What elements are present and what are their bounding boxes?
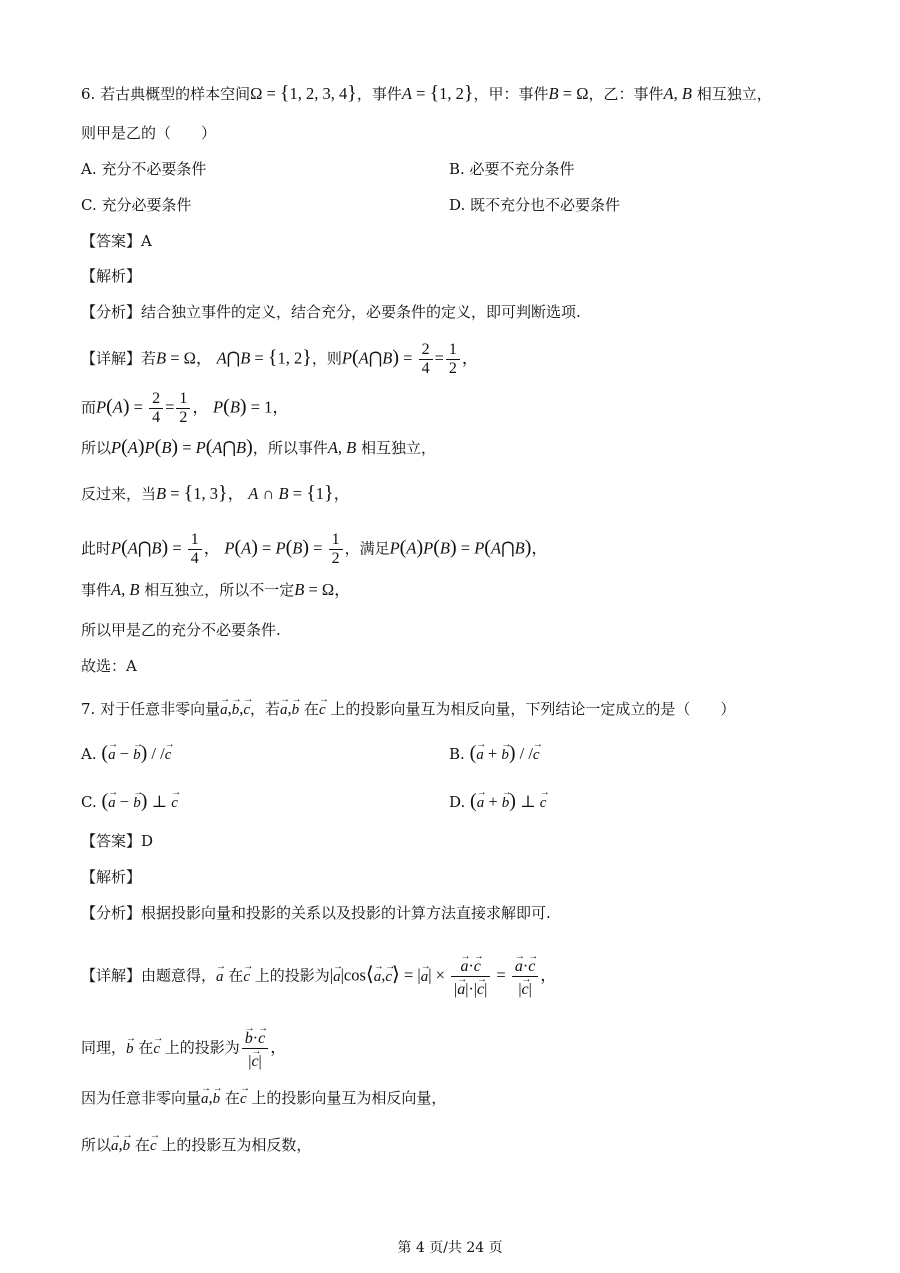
- q7-detail-line1: 【详解】由题意得，→ a 在→ c 上的投影为|→ a|cos⟨→ a,→ c⟩ = |→ a| × → $\frac{a\cdot\to c}{|\to a|\cdot|\to c|}$ = → $\frac{a\cdot\to c}{|\to c|}$ ，: [81, 954, 557, 999]
- q7-option-c: C. (→ a − → b) ⊥ → c: [81, 788, 178, 814]
- q6-answer: 【答案】A: [81, 232, 152, 250]
- q6-detail-line3: 所以P(A)P(B) = P(A⋂B)，所以事件A, B 相互独立，: [81, 436, 437, 458]
- q6-stem-line2: 则甲是乙的（ ）: [81, 124, 217, 142]
- q6-detail-line5: 此时P(A⋂B) = $\frac{1}{4}$ ， P(A) = P(B) = $\frac{1}{2}$ ，满足P(A)P(B) = P(A⋂B)，: [81, 531, 548, 567]
- q7-analysis-head: 【解析】: [81, 868, 142, 886]
- q7-detail-line3: 因为任意非零向量→ a,→ b 在→ c 上的投影向量互为相反向量，: [81, 1084, 446, 1110]
- q7-answer: 【答案】D: [81, 832, 154, 850]
- q7-stem: 7. 对于任意非零向量→ a,→ b,→ c，若→ a,→ b 在→ c 上的投影向量互为相反向量，下列结论一定成立的是（ ）: [81, 695, 735, 721]
- q6-option-d: D. 既不充分也不必要条件: [449, 196, 621, 214]
- q7-fenxi: 【分析】根据投影向量和投影的关系以及投影的计算方法直接求解即可.: [81, 904, 551, 922]
- q7-option-b: B. (→ a + → b) / /→ c: [449, 740, 540, 766]
- q6-option-b: B. 必要不充分条件: [449, 160, 575, 178]
- q6-detail-line6: 事件A, B 相互独立，所以不一定B = Ω，: [81, 580, 351, 599]
- q6-fenxi: 【分析】结合独立事件的定义，结合充分，必要条件的定义，即可判断选项.: [81, 303, 581, 321]
- q7-option-d: D. (→ a + → b) ⊥ → c: [449, 788, 546, 814]
- q6-detail-line4: 反过来，当B = {1, 3}， A ∩ B = {1}，: [81, 482, 351, 504]
- q7-option-a: A. (→ a − → b) / /→ c: [81, 740, 171, 766]
- q6-detail-line7: 所以甲是乙的充分不必要条件.: [81, 621, 281, 639]
- q6-analysis-head: 【解析】: [81, 267, 142, 285]
- q6-option-a: A. 充分不必要条件: [81, 160, 207, 178]
- q7-detail-line2: 同理，→ b 在→ c 上的投影为 → $\frac{b\cdot\to c}{|\to c|}$ ，: [81, 1026, 287, 1071]
- q6-option-c: C. 充分必要条件: [81, 196, 192, 214]
- q6-detail-line2: 而P(A) = $\frac{2}{4}$ = $\frac{1}{2}$ ， P(B) = 1，: [81, 390, 289, 426]
- q6-choose: 故选：A: [81, 657, 137, 675]
- q6-detail-line1: 【详解】若B = Ω， A⋂B = {1, 2}，则P(A⋂B) = $\frac{2}{4}$ = $\frac{1}{2}$ ，: [81, 341, 479, 377]
- page-footer: 第 4 页/共 24 页: [397, 1240, 503, 1256]
- q7-detail-line4: 所以→ a,→ b 在→ c 上的投影互为相反数，: [81, 1131, 311, 1157]
- q6-stem-line1: 6. 若古典概型的样本空间Ω = {1, 2, 3, 4}，事件A = {1, 2}，甲：事件B = Ω，乙：事件A, B 相互独立，: [81, 82, 772, 104]
